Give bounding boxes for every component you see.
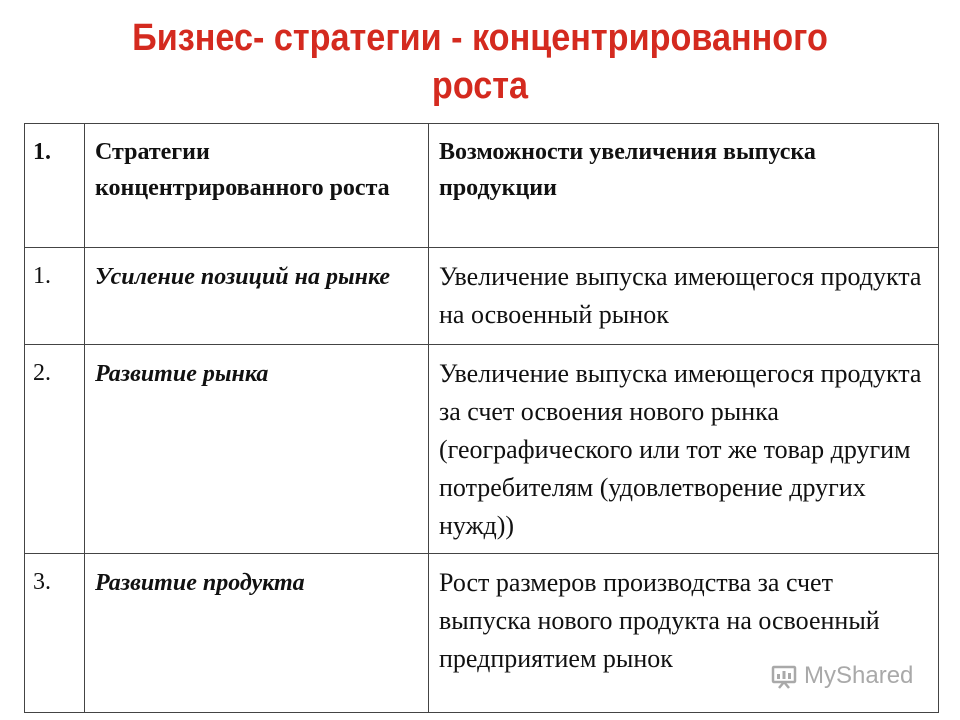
row-description-cell: Увеличение выпуска имеющегося продукта на освоенный рынок bbox=[429, 248, 939, 345]
row-number-cell: 2. bbox=[25, 345, 85, 554]
table-header-row bbox=[25, 124, 939, 248]
row-description-cell: Увеличение выпуска имеющегося продукта за счет освоения нового рынка (географического или тот же товар другим потребителям (удовлетворение других нужд)) bbox=[429, 345, 939, 554]
slide-title-line-1: Бизнес- стратегии - концентрированного bbox=[132, 17, 828, 59]
row-strategy-cell: Развитие продукта bbox=[85, 554, 429, 713]
header-number-cell: 1. bbox=[25, 124, 85, 248]
header-strategy-cell: Стратегии концентрированного роста bbox=[85, 124, 429, 248]
strategies-table bbox=[24, 123, 939, 713]
row-number-cell: 3. bbox=[25, 554, 85, 713]
header-opportunities-cell: Возможности увеличения выпуска продукции bbox=[429, 124, 939, 248]
row-description-cell: Рост размеров производства за счет выпуска нового продукта на освоенный предприятием рынок bbox=[429, 554, 939, 713]
watermark bbox=[770, 660, 930, 692]
presentation-board-icon bbox=[770, 662, 798, 690]
watermark-text: MyShared bbox=[804, 662, 914, 689]
slide-title bbox=[48, 14, 912, 110]
row-strategy-cell: Развитие рынка bbox=[85, 345, 429, 554]
row-number-cell: 1. bbox=[25, 248, 85, 345]
table-row bbox=[25, 345, 939, 554]
table-row bbox=[25, 248, 939, 345]
row-strategy-cell: Усиление позиций на рынке bbox=[85, 248, 429, 345]
slide-title-line-2: роста bbox=[431, 65, 529, 107]
